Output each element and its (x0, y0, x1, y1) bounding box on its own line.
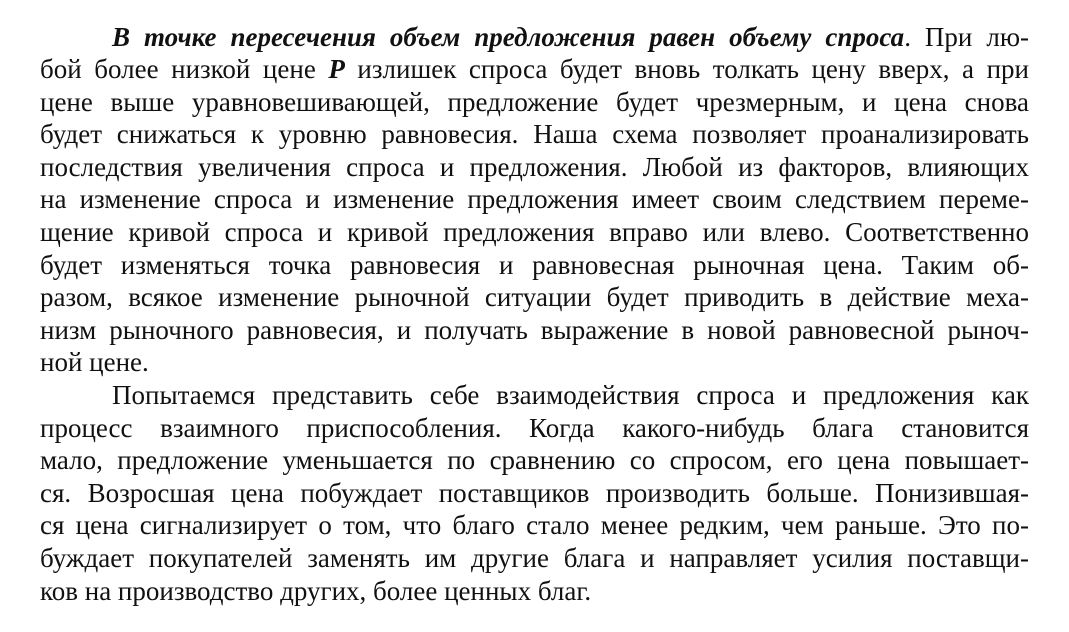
text-segment: бой более низкой цене (40, 54, 329, 84)
paragraph-2-line-5: ся цена сигнализирует о том, что благо стало менее редким, чем раньше. Это по- (40, 510, 1029, 540)
paragraph-1-line-9: разом, всякое изменение рыночной ситуации будет приводить в действие меха- (40, 282, 1029, 312)
paragraph-2-line-2: процесс взаимного приспособления. Когда какого-нибудь блага становится (40, 413, 1029, 443)
paragraph-1-line-5: последствия увеличения спроса и предложения. Любой из факторов, влияющих (40, 152, 1029, 182)
paragraph-2-line-6: буждает покупателей заменять им другие блага и направляет усилия поставщи- (40, 543, 1029, 573)
paragraph-2-line-4: ся. Возросшая цена побуждает поставщиков производить больше. Понизившая- (40, 478, 1029, 508)
paragraph-1-line-8: будет изменяться точка равновесия и равновесная рыночная цена. Таким об- (40, 250, 1029, 280)
text-segment: . При лю- (904, 22, 1030, 52)
paragraph-2-line-7: ков на производство других, более ценных благ. (40, 576, 592, 606)
price-symbol: P (328, 54, 345, 84)
paragraph-1-line-6: на изменение спроса и изменение предложения имеет своим следствием переме- (40, 184, 1029, 214)
paragraph-1-line-2 (40, 53, 1029, 85)
paragraph-2-line-3: мало, предложение уменьшается по сравнению со спросом, его цена повышает- (40, 445, 1029, 475)
paragraph-1-line-11: ной цене. (40, 347, 149, 377)
paragraph-1-line-4: будет снижаться к уровню равновесия. Наша схема позволяет проанализировать (40, 119, 1029, 149)
text-segment: излишек спроса будет вновь толкать цену вверх, а при (344, 54, 1029, 84)
paragraph-1-line-1 (112, 21, 1029, 53)
paragraph-1-line-7: щение кривой спроса и кривой предложения вправо или влево. Соответственно (40, 217, 1029, 247)
paragraph-1-line-10: низм рыночного равновесия, и получать выражение в новой равновесной рыноч- (40, 315, 1029, 345)
paragraph-1-line-3: цене выше уравновешивающей, предложение будет чрезмерным, и цена снова (40, 87, 1029, 117)
paragraph-2-line-1: Попытаемся представить себе взаимодействия спроса и предложения как (112, 380, 1029, 410)
emphasized-phrase: В точке пересечения объем предложения равен объему спроса (112, 22, 905, 52)
